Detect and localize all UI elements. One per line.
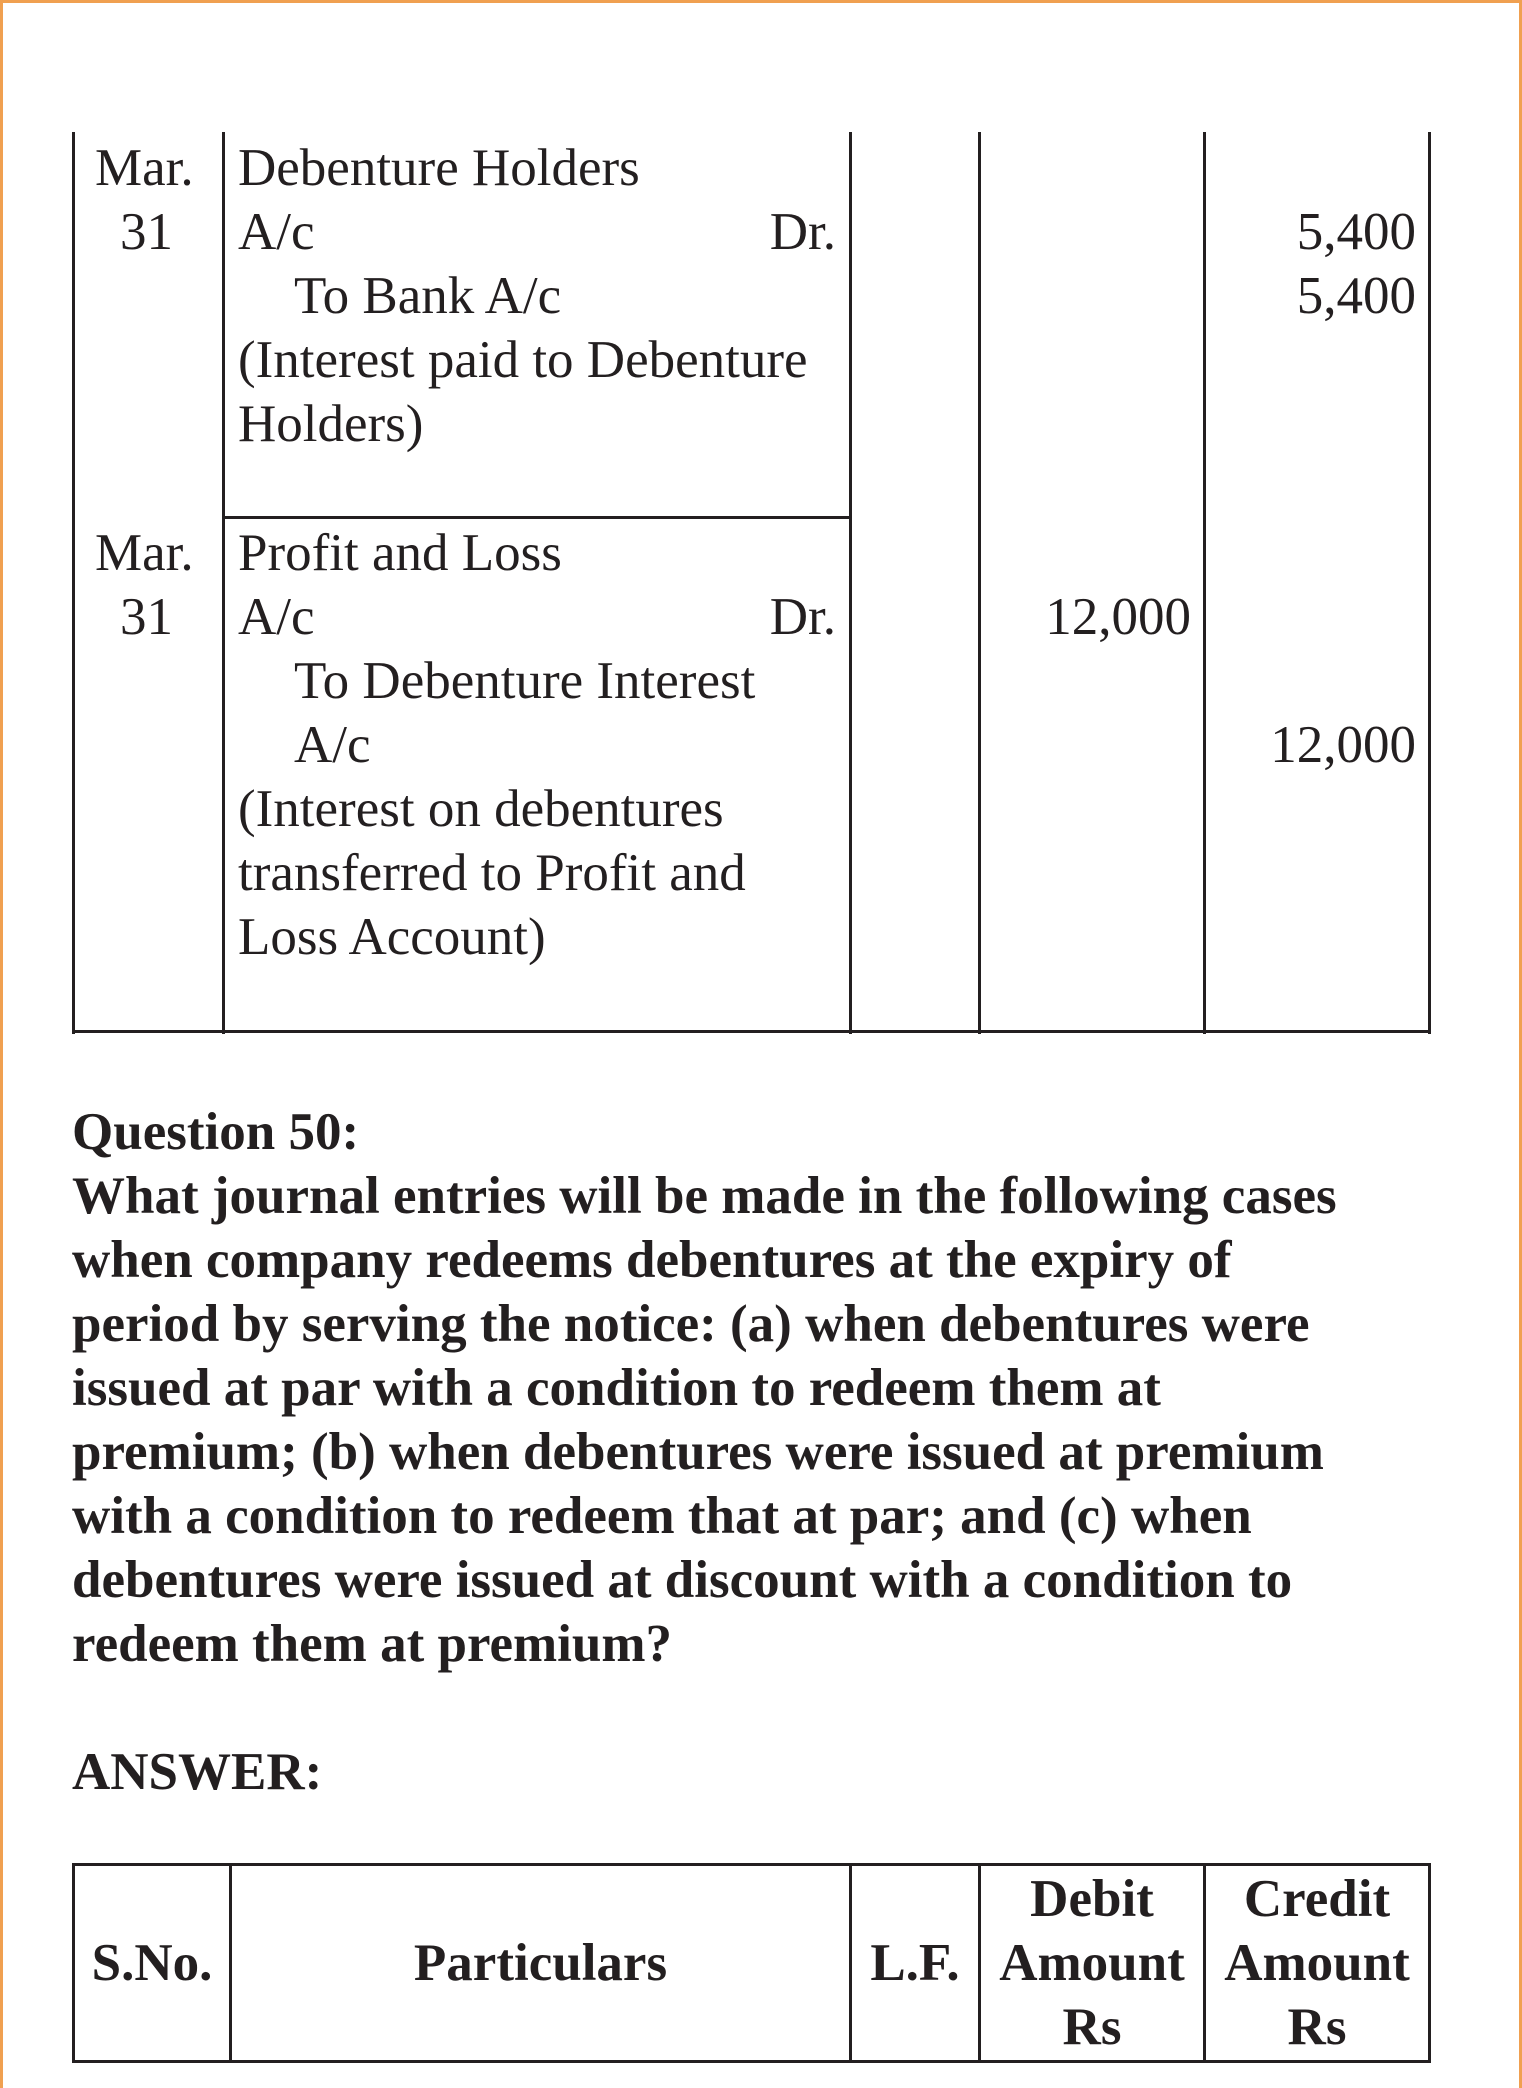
table-rule-right: [1428, 132, 1431, 1034]
debit-account: Debenture Holders: [238, 139, 640, 197]
debit-amount: 12,000: [1045, 588, 1191, 646]
debit-account: Profit and Loss: [238, 524, 562, 582]
entry-date-month: Mar.: [95, 139, 194, 197]
dr-label: Dr.: [769, 588, 836, 646]
question-line: with a condition to redeem that at par; and (c) when: [72, 1487, 1252, 1545]
question-title: Question 50:: [72, 1103, 360, 1161]
debit-account-suffix: A/c: [238, 588, 315, 646]
question-block: [72, 1100, 1432, 1676]
header-credit-line: Amount: [1224, 1934, 1410, 1992]
credit-account: To Bank A/c: [294, 267, 562, 325]
dr-label: Dr.: [769, 203, 836, 261]
header-credit-line: Credit: [1243, 1870, 1391, 1928]
table-rule-bottom: [72, 1030, 1431, 1033]
table-rule-date: [222, 132, 225, 1034]
narration-line: (Interest on debentures: [238, 780, 724, 838]
header-particulars: Particulars: [413, 1934, 668, 1992]
header-debit-line: Debit: [1030, 1870, 1154, 1928]
narration-line: Loss Account): [238, 908, 546, 966]
entry-separator: [222, 516, 852, 519]
header-debit-line: Rs: [1062, 1998, 1122, 2056]
entry-date-day: 31: [120, 203, 173, 261]
question-line: period by serving the notice: (a) when debentures were: [72, 1295, 1310, 1353]
question-line: when company redeems debentures at the expiry of: [72, 1231, 1232, 1289]
entry-date-month: Mar.: [95, 524, 194, 582]
table-rule-lf: [978, 132, 981, 1034]
answer-label: ANSWER:: [72, 1743, 323, 1801]
question-line: redeem them at premium?: [72, 1615, 673, 1673]
question-line: premium; (b) when debentures were issued at premium: [72, 1423, 1324, 1481]
credit-amount: 12,000: [1270, 716, 1416, 774]
header-sno: S.No.: [91, 1934, 213, 1992]
header-lf: L.F.: [870, 1934, 960, 1992]
table-rule-left: [72, 132, 75, 1034]
entry-date-day: 31: [120, 588, 173, 646]
header-credit-line: Rs: [1287, 1998, 1347, 2056]
table-rule-debit: [1203, 132, 1206, 1034]
credit-account: To Debenture Interest: [294, 652, 756, 710]
question-line: issued at par with a condition to redeem them at: [72, 1359, 1161, 1417]
question-line: debentures were issued at discount with a condition to: [72, 1551, 1293, 1609]
header-debit-line: Amount: [999, 1934, 1185, 1992]
credit-account-suffix: A/c: [294, 716, 371, 774]
narration-line: (Interest paid to Debenture: [238, 331, 808, 389]
credit-amount: 5,400: [1296, 267, 1416, 325]
question-line: What journal entries will be made in the following cases: [72, 1167, 1337, 1225]
debit-amount: 5,400: [1296, 203, 1416, 261]
narration-line: transferred to Profit and: [238, 844, 746, 902]
debit-account-suffix: A/c: [238, 203, 315, 261]
narration-line: Holders): [238, 395, 424, 453]
table-rule-particulars: [849, 132, 852, 1034]
